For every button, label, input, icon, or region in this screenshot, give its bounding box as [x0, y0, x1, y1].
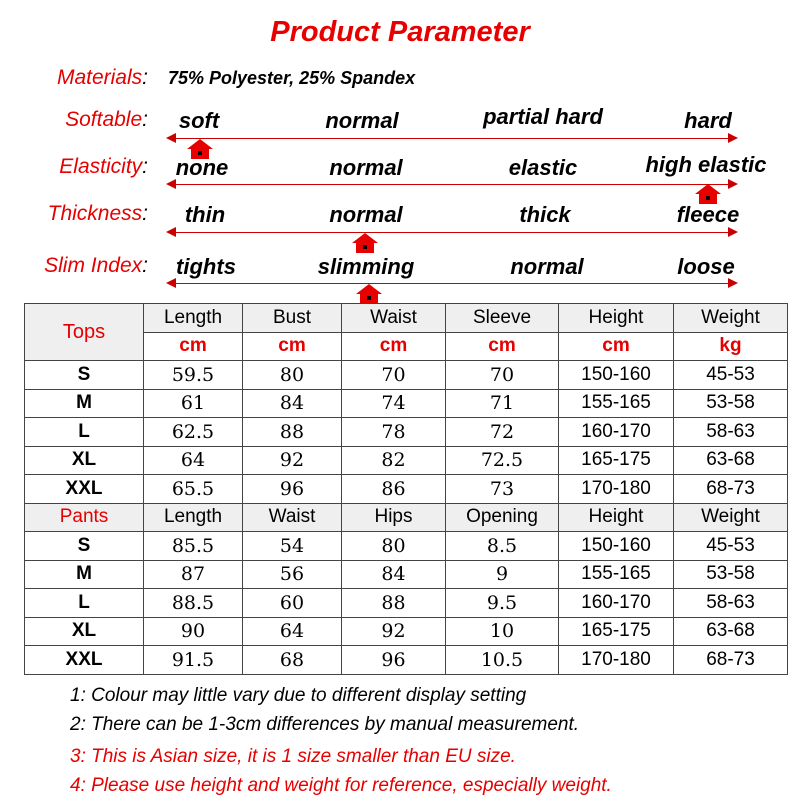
column-header: Sleeve	[446, 304, 559, 333]
table-cell: 74	[342, 389, 446, 418]
table-cell: 160-170	[559, 589, 674, 618]
column-header: Length	[144, 304, 243, 333]
table-cell: 59.5	[144, 361, 243, 390]
elasticity-option-normal: normal	[329, 155, 403, 180]
table-cell: 45-53	[674, 361, 788, 390]
unit-cell: cm	[446, 332, 559, 361]
table-cell: 53-58	[674, 560, 788, 589]
slim-index-option-slimming: slimming	[317, 254, 415, 279]
table-cell: 84	[342, 560, 446, 589]
thickness-scale	[168, 232, 736, 233]
house-marker-icon	[355, 283, 383, 305]
column-header: Height	[559, 304, 674, 333]
tops-header-row	[25, 304, 788, 333]
size-cell: M	[25, 560, 144, 589]
softable-option-partial-hard: partial hard	[483, 104, 603, 129]
table-cell: 165-175	[559, 617, 674, 646]
table-cell: 45-53	[674, 532, 788, 561]
table-cell: 86	[342, 475, 446, 504]
table-cell: 56	[243, 560, 342, 589]
tops-label: Tops	[25, 304, 144, 361]
table-cell: 92	[342, 617, 446, 646]
table-cell: 68-73	[674, 475, 788, 504]
size-cell: M	[25, 389, 144, 418]
note-2: 2: There can be 1-3cm differences by manual measurement.	[70, 714, 580, 735]
thickness-option-normal: normal	[329, 202, 403, 227]
table-row	[25, 560, 788, 589]
table-cell: 160-170	[559, 418, 674, 447]
table-cell: 155-165	[559, 389, 674, 418]
size-cell: XL	[25, 617, 144, 646]
size-cell: L	[25, 589, 144, 618]
table-cell: 58-63	[674, 589, 788, 618]
table-cell: 96	[243, 475, 342, 504]
table-row	[25, 361, 788, 390]
table-cell: 80	[243, 361, 342, 390]
column-header: Opening	[446, 503, 559, 532]
table-row	[25, 589, 788, 618]
table-cell: 10	[446, 617, 559, 646]
house-marker-icon	[351, 232, 379, 254]
table-cell: 64	[243, 617, 342, 646]
column-header: Waist	[342, 304, 446, 333]
table-cell: 54	[243, 532, 342, 561]
column-header: Bust	[243, 304, 342, 333]
size-cell: S	[25, 361, 144, 390]
table-cell: 68-73	[674, 646, 788, 675]
slim-index-option-tights: tights	[176, 254, 236, 279]
table-cell: 165-175	[559, 446, 674, 475]
size-cell: XXL	[25, 475, 144, 504]
slim-index-label: Slim Index:	[44, 254, 148, 277]
table-cell: 150-160	[559, 532, 674, 561]
slim-index-option-loose: loose	[677, 254, 735, 279]
size-table	[24, 303, 788, 675]
table-cell: 64	[144, 446, 243, 475]
table-cell: 84	[243, 389, 342, 418]
table-cell: 170-180	[559, 646, 674, 675]
unit-cell: kg	[674, 332, 788, 361]
table-cell: 87	[144, 560, 243, 589]
table-cell: 88	[342, 589, 446, 618]
table-cell: 92	[243, 446, 342, 475]
table-row	[25, 446, 788, 475]
slim-index-scale	[168, 283, 736, 284]
unit-cell: cm	[243, 332, 342, 361]
table-cell: 8.5	[446, 532, 559, 561]
elasticity-scale	[168, 184, 736, 185]
table-cell: 72	[446, 418, 559, 447]
table-cell: 85.5	[144, 532, 243, 561]
table-cell: 65.5	[144, 475, 243, 504]
size-cell: XL	[25, 446, 144, 475]
column-header: Weight	[674, 503, 788, 532]
table-cell: 9.5	[446, 589, 559, 618]
column-header: Waist	[243, 503, 342, 532]
note-3: 3: This is Asian size, it is 1 size smaller than EU size.	[70, 746, 516, 767]
table-cell: 82	[342, 446, 446, 475]
table-cell: 70	[446, 361, 559, 390]
softable-scale	[168, 138, 736, 139]
table-cell: 88	[243, 418, 342, 447]
softable-option-normal: normal	[325, 108, 399, 133]
table-row	[25, 475, 788, 504]
table-row	[25, 389, 788, 418]
table-cell: 58-63	[674, 418, 788, 447]
table-cell: 63-68	[674, 446, 788, 475]
elasticity-label: Elasticity:	[59, 155, 148, 178]
materials-label: Materials:	[56, 66, 148, 89]
table-cell: 96	[342, 646, 446, 675]
softable-option-soft: soft	[178, 108, 220, 133]
pants-header-row	[25, 503, 788, 532]
note-1: 1: Colour may little vary due to different display setting	[70, 685, 527, 706]
size-cell: S	[25, 532, 144, 561]
table-cell: 90	[144, 617, 243, 646]
table-cell: 80	[342, 532, 446, 561]
size-cell: L	[25, 418, 144, 447]
table-cell: 72.5	[446, 446, 559, 475]
table-row	[25, 532, 788, 561]
unit-cell: cm	[144, 332, 243, 361]
slim-index-option-normal: normal	[510, 254, 584, 279]
column-header: Height	[559, 503, 674, 532]
table-cell: 53-58	[674, 389, 788, 418]
thickness-option-thin: thin	[184, 202, 226, 227]
table-cell: 10.5	[446, 646, 559, 675]
thickness-option-thick: thick	[519, 202, 571, 227]
unit-cell: cm	[559, 332, 674, 361]
table-cell: 78	[342, 418, 446, 447]
unit-cell: cm	[342, 332, 446, 361]
size-cell: XXL	[25, 646, 144, 675]
elasticity-option-elastic: elastic	[508, 155, 578, 180]
elasticity-option-none: none	[175, 155, 229, 180]
pants-label: Pants	[25, 503, 144, 532]
table-cell: 170-180	[559, 475, 674, 504]
thickness-option-fleece: fleece	[676, 202, 740, 227]
elasticity-option-high-elastic: high elastic	[645, 152, 767, 177]
table-cell: 63-68	[674, 617, 788, 646]
softable-label: Softable:	[65, 108, 148, 131]
softable-option-hard: hard	[684, 108, 732, 133]
table-cell: 155-165	[559, 560, 674, 589]
table-cell: 68	[243, 646, 342, 675]
materials-value: 75% Polyester, 25% Spandex	[168, 68, 416, 88]
column-header: Hips	[342, 503, 446, 532]
table-cell: 70	[342, 361, 446, 390]
table-cell: 73	[446, 475, 559, 504]
table-row	[25, 617, 788, 646]
table-row	[25, 646, 788, 675]
table-cell: 60	[243, 589, 342, 618]
table-cell: 71	[446, 389, 559, 418]
note-4: 4: Please use height and weight for reference, especially weight.	[70, 775, 612, 796]
page-title: Product Parameter	[270, 16, 530, 48]
table-cell: 91.5	[144, 646, 243, 675]
table-row	[25, 418, 788, 447]
table-cell: 9	[446, 560, 559, 589]
thickness-label: Thickness:	[47, 202, 148, 225]
table-cell: 62.5	[144, 418, 243, 447]
table-cell: 61	[144, 389, 243, 418]
table-cell: 150-160	[559, 361, 674, 390]
column-header: Length	[144, 503, 243, 532]
column-header: Weight	[674, 304, 788, 333]
table-cell: 88.5	[144, 589, 243, 618]
